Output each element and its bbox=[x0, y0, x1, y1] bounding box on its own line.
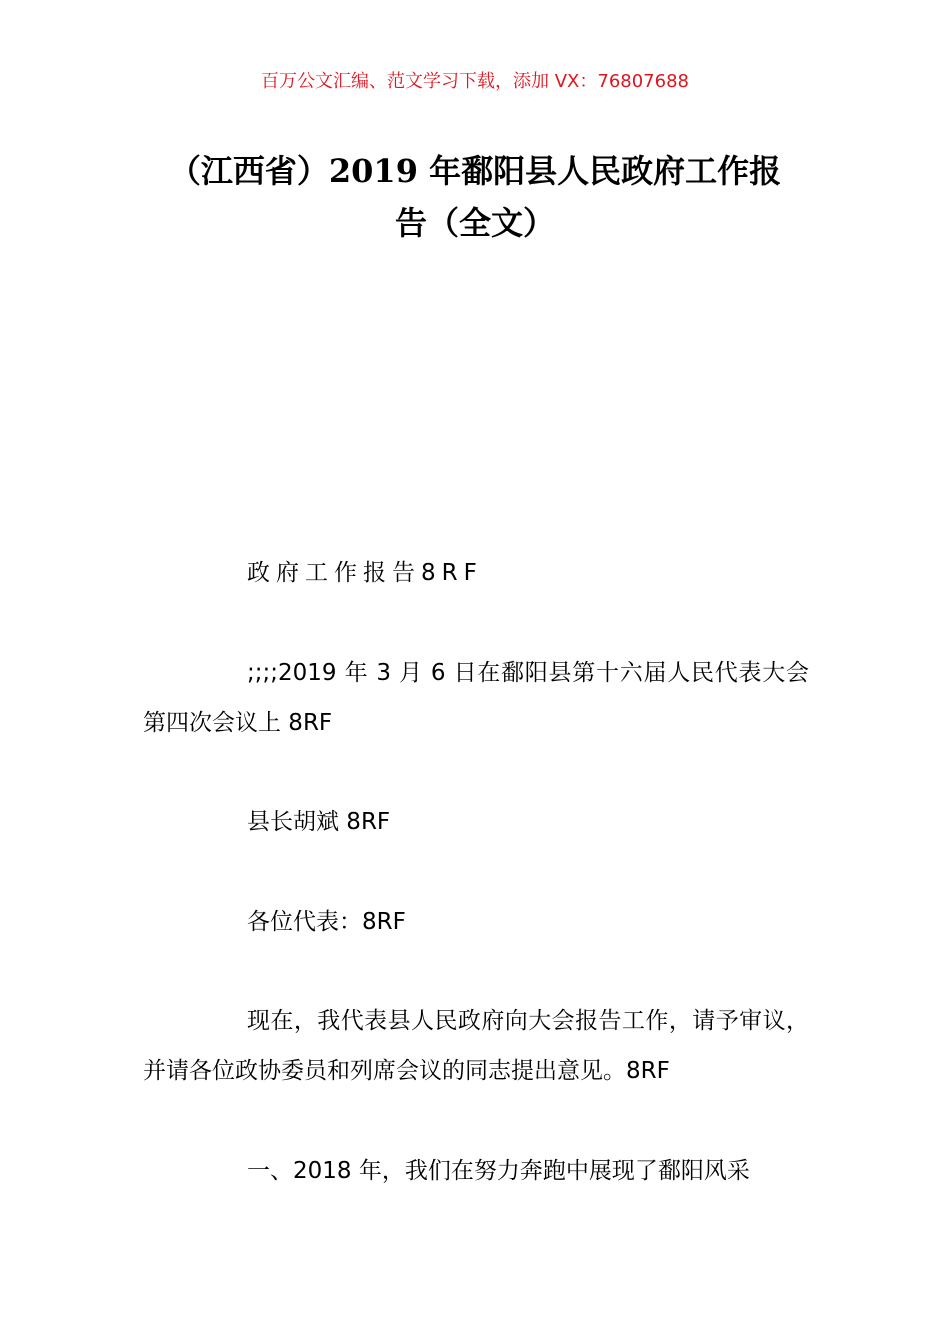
paragraph-speaker: 县长胡斌 8RF bbox=[247, 809, 391, 835]
document-title-line-1: （江西省）2019 年鄱阳县人民政府工作报 bbox=[168, 152, 782, 190]
paragraph-meeting-date: ;;;;2019 年 3 月 6 日在鄱阳县第十六届人民代表大会第四次会议上 8RF bbox=[143, 660, 809, 736]
paragraph-report-heading: 政府工作报告8RF bbox=[247, 560, 483, 586]
promo-header-text: 百万公文汇编、范文学习下载，添加 VX：76807688 bbox=[261, 71, 689, 92]
paragraph-section-one-heading: 一、2018 年，我们在努力奔跑中展现了鄱阳风采 bbox=[247, 1158, 750, 1184]
paragraph-intro: 现在，我代表县人民政府向大会报告工作，请予审议，并请各位政协委员和列席会议的同志提出意见。8RF bbox=[143, 1008, 809, 1084]
paragraph-salutation: 各位代表：8RF bbox=[247, 909, 406, 935]
document-title bbox=[140, 145, 810, 249]
document-title-line-2: 告（全文） bbox=[394, 204, 555, 242]
